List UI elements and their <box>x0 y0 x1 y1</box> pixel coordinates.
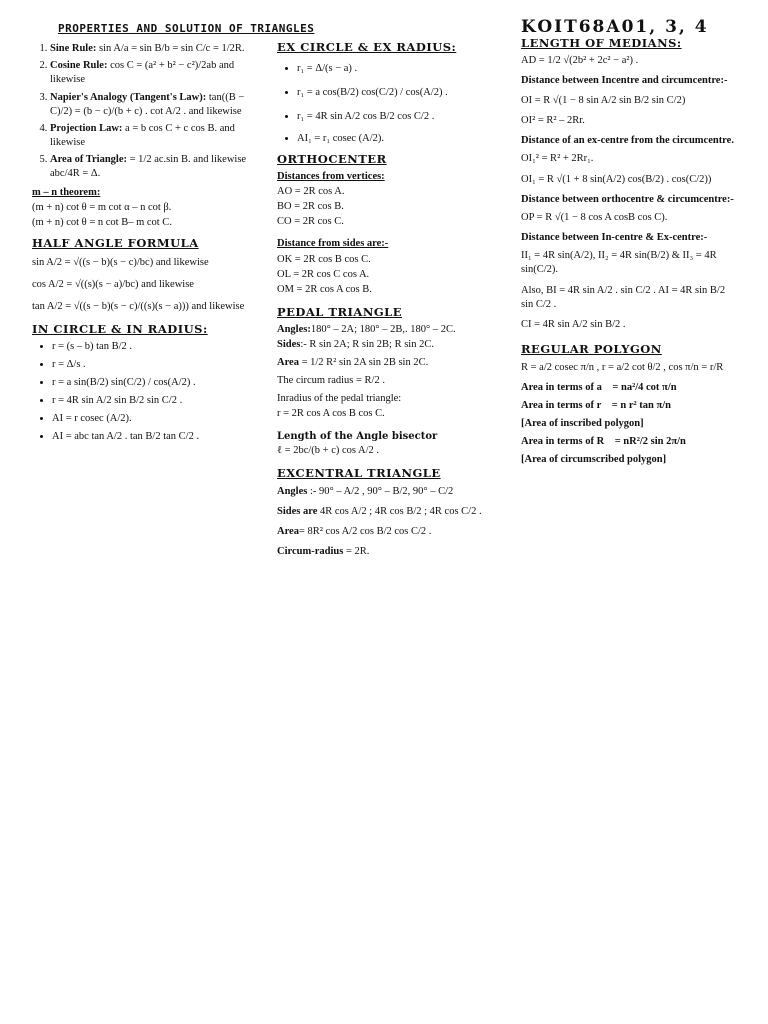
list-item: 1. Sine Rule: sin A/a = sin B/b = sin C/c = 1/2R. <box>50 42 264 56</box>
vertices-title: Distances from vertices: <box>277 170 385 182</box>
orthocenter-heading: ORTHOCENTER <box>277 152 387 167</box>
incentre-title: Distance between Incentre and circumcentre:- <box>521 74 728 86</box>
side-distance: OM = 2R cos A cos B. <box>277 283 372 295</box>
inex-title: Distance between In-centre & Ex-centre:- <box>521 232 708 244</box>
list-item: • r = a sin(B/2) sin(C/2) / cos(A/2) . <box>52 376 264 390</box>
inex-formula: Also, BI = 4R sin A/2 . sin C/2 . AI = 4R sin B/2 sin C/2 . <box>521 284 726 310</box>
sides-title: Distance from sides are:- <box>277 238 389 250</box>
excentral-line: Area= 8R² cos A/2 cos B/2 cos C/2 . <box>277 526 432 538</box>
document-code: KOIT68A01, 3, 4 <box>521 17 709 37</box>
polygon-inscribed: [Area of inscribed polygon] <box>521 418 644 430</box>
pedal-line: The circum radius = R/2 . <box>277 375 385 387</box>
pedal-line: Angles:180° – 2A; 180° – 2B,. 180° – 2C. <box>277 323 456 335</box>
half-angle-heading: HALF ANGLE FORMULA <box>32 236 199 251</box>
list-item: • AI₁ = r₁ cosec (A/2). <box>297 132 483 146</box>
polygon-heading: REGULAR POLYGON <box>521 342 662 357</box>
op-formula: OP = R √(1 − 8 cos A cosB cos C). <box>521 211 668 223</box>
excentral-heading: EXCENTRAL TRIANGLE <box>277 466 441 481</box>
oi-formula: OI = R √(1 − 8 sin A/2 sin B/2 sin C/2) <box>521 94 686 106</box>
column-2 <box>277 36 483 561</box>
list-item: • r₁ = 4R sin A/2 cos B/2 cos C/2 . <box>297 110 483 124</box>
list-item: • r = (s – b) tan B/2 . <box>52 340 264 354</box>
medians-heading: LENGTH OF MEDIANS: <box>521 36 682 50</box>
column-3 <box>521 36 737 469</box>
polygon-area-r: Area in terms of r = n r² tan π/n <box>521 399 672 411</box>
list-item: 5. Area of Triangle: = 1/2 ac.sin B. and likewise abc/4R = Δ. <box>50 153 264 181</box>
list-item: • r = Δ/s . <box>52 358 264 372</box>
half-angle-formula: sin A/2 = √((s − b)(s − c)/bc) and likewise <box>32 256 209 268</box>
list-item: • AI = r cosec (A/2). <box>52 412 264 426</box>
pedal-line: Sides:- R sin 2A; R sin 2B; R sin 2C. <box>277 338 434 350</box>
incircle-heading: IN CIRCLE & IN RADIUS: <box>32 322 208 337</box>
excentral-line: Circum-radius = 2R. <box>277 546 370 558</box>
pedal-line: r = 2R cos A cos B cos C. <box>277 408 385 420</box>
bisector-title: Length of the Angle bisector <box>277 430 438 442</box>
vertex-distance: CO = 2R cos C. <box>277 216 344 228</box>
half-angle-formula: tan A/2 = √((s − b)(s − c)/((s)(s − a))) and likewise <box>32 300 245 312</box>
half-angle-formula: cos A/2 = √((s)(s − a)/bc) and likewise <box>32 278 194 290</box>
list-item: 2. Cosine Rule: cos C = (a² + b² − c²)/2ab and likewise <box>50 59 264 87</box>
excentral-line: Sides are 4R cos A/2 ; 4R cos B/2 ; 4R cos C/2 . <box>277 506 482 517</box>
pedal-line: Area = 1/2 R² sin 2A sin 2B sin 2C. <box>277 356 429 368</box>
oi1-formula: OI₁² = R² + 2Rr₁. <box>521 153 594 165</box>
bisector-formula: ℓ = 2bc/(b + c) cos A/2 . <box>277 445 380 457</box>
page-title: PROPERTIES AND SOLUTION OF TRIANGLES <box>58 22 315 35</box>
excentre-title: Distance of an ex-centre from the circumcentre. <box>521 135 734 147</box>
inex-formula: II₁ = 4R sin(A/2), II₂ = 4R sin(B/2) & II₃ = 4R sin(C/2). <box>521 250 717 276</box>
column-1 <box>32 42 264 449</box>
excircle-list <box>277 62 483 147</box>
side-distance: OL = 2R cos C cos A. <box>277 268 370 280</box>
mn-line: (m + n) cot θ = m cot α – n cot β. <box>32 201 172 213</box>
mn-theorem-title: m – n theorem: <box>32 186 101 198</box>
list-item: • r = 4R sin A/2 sin B/2 sin C/2 . <box>52 394 264 408</box>
pedal-line: Inradius of the pedal triangle: <box>277 393 402 405</box>
inex-formula: CI = 4R sin A/2 sin B/2 . <box>521 318 626 330</box>
list-item: • r₁ = Δ/(s − a) . <box>297 62 483 76</box>
ortho-circum-title: Distance between orthocentre & circumcentre:- <box>521 193 734 205</box>
vertex-distance: BO = 2R cos B. <box>277 201 344 213</box>
pedal-heading: PEDAL TRIANGLE <box>277 305 402 320</box>
excircle-heading: EX CIRCLE & EX RADIUS: <box>277 40 457 54</box>
median-formula: AD = 1/2 √(2b² + 2c² − a²) . <box>521 54 639 66</box>
oi-formula: OI² = R² – 2Rr. <box>521 115 585 127</box>
list-item: • r₁ = a cos(B/2) cos(C/2) / cos(A/2) . <box>297 86 483 100</box>
list-item: 3. Napier's Analogy (Tangent's Law): tan((B − C)/2) = (b − c)/(b + c) . cot A/2 . and likewise <box>50 91 264 119</box>
incircle-list <box>32 340 264 445</box>
list-item: • AI = abc tan A/2 . tan B/2 tan C/2 . <box>52 430 264 444</box>
excentral-line: Angles :- 90° – A/2 , 90° – B/2, 90° – C/2 <box>277 485 454 497</box>
mn-line: (m + n) cot θ = n cot B– m cot C. <box>32 216 172 228</box>
polygon-formula: R = a/2 cosec π/n , r = a/2 cot θ/2 , cos π/n = r/R <box>521 361 724 373</box>
list-item: 4. Projection Law: a = b cos C + c cos B. and likewise <box>50 122 264 150</box>
polygon-area-R: Area in terms of R = nR²/2 sin 2π/n <box>521 436 686 448</box>
side-distance: OK = 2R cos B cos C. <box>277 253 371 265</box>
vertex-distance: AO = 2R cos A. <box>277 185 345 197</box>
polygon-area-a: Area in terms of a = na²/4 cot π/n <box>521 381 677 393</box>
oi1-formula: OI₁ = R √(1 + 8 sin(A/2) cos(B/2) . cos(C/2)) <box>521 173 712 185</box>
polygon-circumscribed: [Area of circumscribed polygon] <box>521 454 667 466</box>
formula-list <box>32 42 264 182</box>
